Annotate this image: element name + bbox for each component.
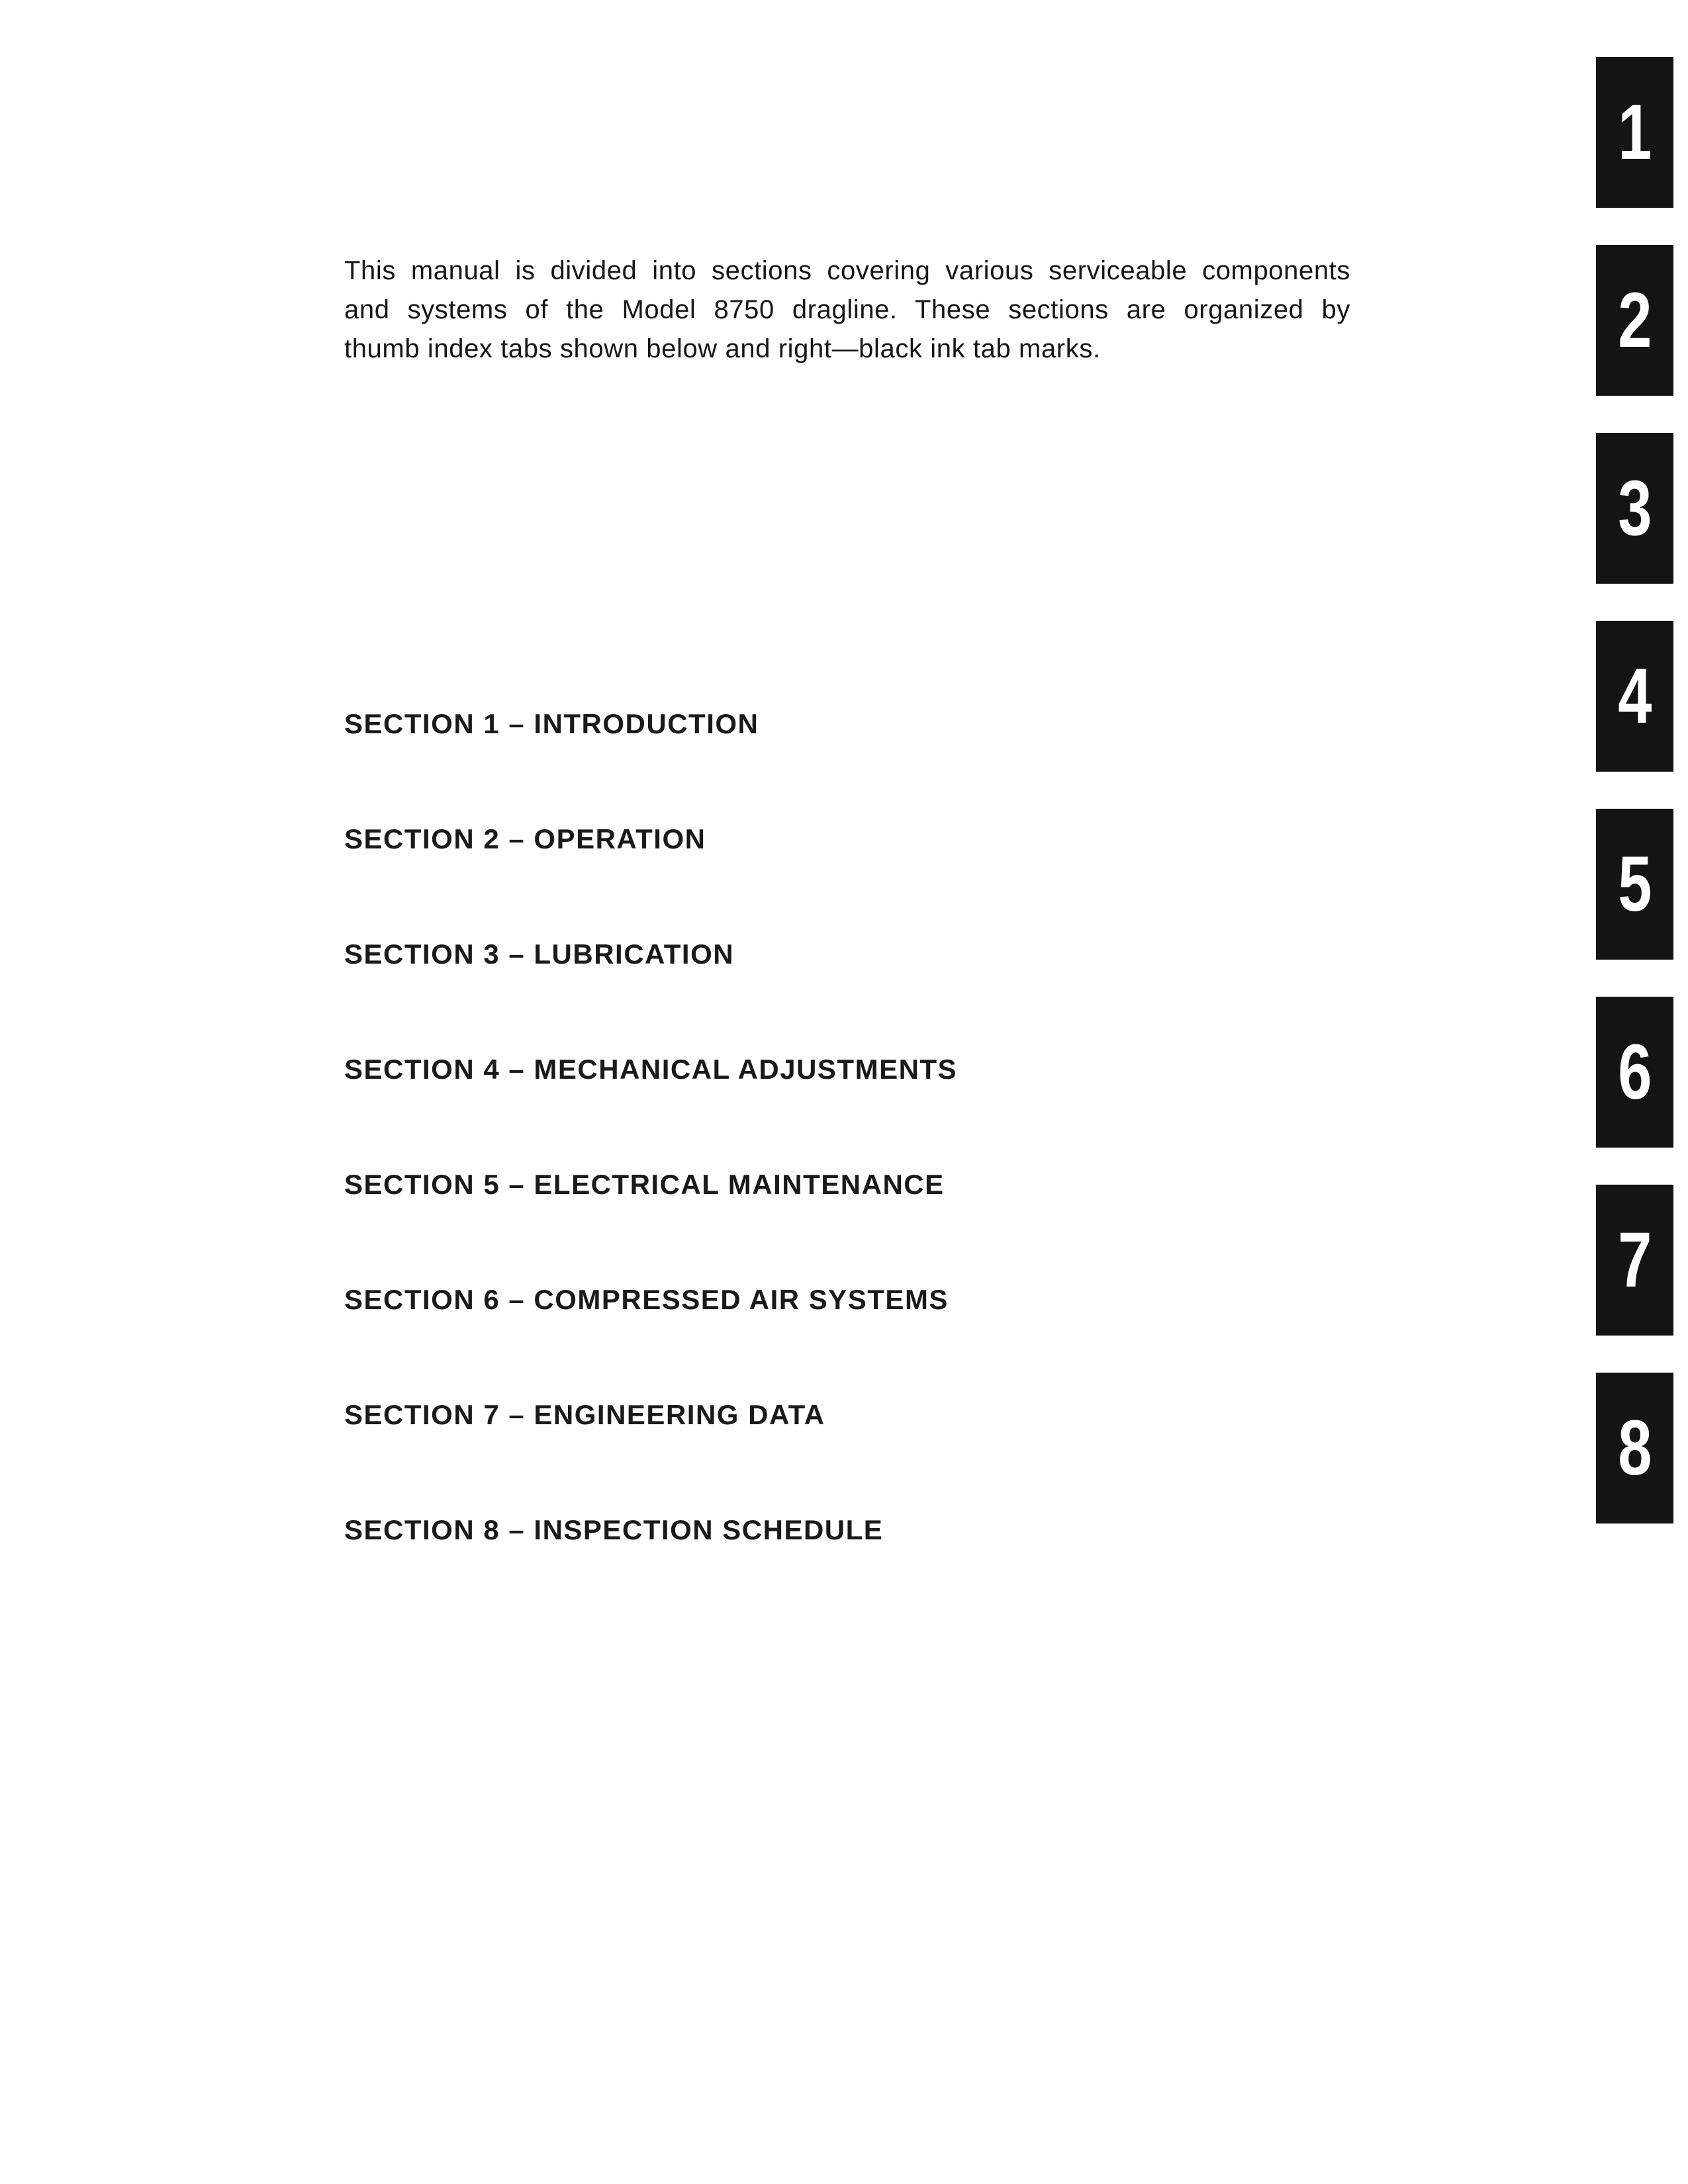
thumb-tab-number: 3 — [1617, 465, 1652, 552]
intro-line: thumb index tabs shown below and right—black ink tab marks. — [344, 334, 1101, 363]
section-4-heading[interactable]: SECTION 4 – MECHANICAL ADJUSTMENTS — [344, 1054, 958, 1085]
intro-paragraph — [344, 251, 1350, 369]
thumb-tab-number: 1 — [1617, 89, 1652, 176]
thumb-tab-5[interactable] — [1596, 809, 1673, 960]
thumb-tab-number: 5 — [1617, 841, 1652, 928]
section-2-heading[interactable]: SECTION 2 – OPERATION — [344, 823, 706, 854]
thumb-tab-number: 8 — [1617, 1404, 1652, 1492]
thumb-tab-number: 6 — [1617, 1028, 1652, 1116]
thumb-index-tabs — [1596, 57, 1673, 1553]
intro-line: and systems of the Model 8750 dragline. These sections are organized by — [344, 295, 1350, 324]
thumb-tab-number: 2 — [1617, 277, 1652, 364]
thumb-tab-6[interactable] — [1596, 997, 1673, 1148]
thumb-tab-1[interactable] — [1596, 57, 1673, 208]
section-1-heading[interactable]: SECTION 1 – INTRODUCTION — [344, 708, 759, 739]
thumb-tab-8[interactable] — [1596, 1373, 1673, 1524]
thumb-tab-2[interactable] — [1596, 245, 1673, 396]
thumb-tab-3[interactable] — [1596, 433, 1673, 584]
section-8-heading[interactable]: SECTION 8 – INSPECTION SCHEDULE — [344, 1514, 884, 1545]
section-7-heading[interactable]: SECTION 7 – ENGINEERING DATA — [344, 1399, 825, 1430]
intro-line: This manual is divided into sections covering various serviceable components — [344, 256, 1350, 285]
section-6-heading[interactable]: SECTION 6 – COMPRESSED AIR SYSTEMS — [344, 1284, 949, 1315]
section-5-heading[interactable]: SECTION 5 – ELECTRICAL MAINTENANCE — [344, 1169, 945, 1200]
thumb-tab-number: 7 — [1617, 1216, 1652, 1304]
thumb-tab-4[interactable] — [1596, 621, 1673, 772]
section-3-heading[interactable]: SECTION 3 – LUBRICATION — [344, 938, 735, 970]
thumb-tab-7[interactable] — [1596, 1185, 1673, 1336]
thumb-tab-number: 4 — [1617, 653, 1652, 740]
